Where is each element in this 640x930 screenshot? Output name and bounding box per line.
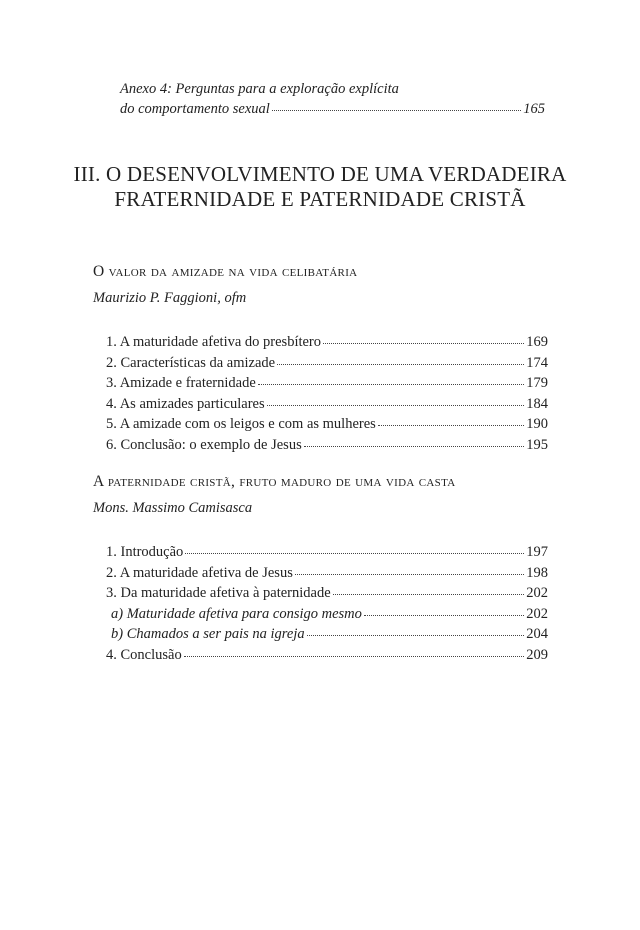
section-title: O valor da amizade na vida celibatária [93,263,358,280]
toc-entry-label: 1. Introdução [106,544,184,561]
toc-section-paternity [93,472,548,665]
annex-entry[interactable] [120,79,545,119]
section-entries [93,332,548,455]
dot-leader [323,330,524,344]
toc-entry-label: 3. Amizade e fraternidade [106,375,256,392]
toc-entry[interactable] [106,645,548,666]
toc-section-friendship [93,262,548,455]
toc-subentry[interactable] [106,604,548,625]
toc-entry-page: 198 [526,564,548,581]
dot-leader [184,643,525,657]
dot-leader [272,97,521,111]
annex-title-line2: do comportamento sexual [120,101,270,118]
toc-entry-label: 5. A amizade com os leigos e com as mulheres [106,416,376,433]
part-heading-line1: III. O DESENVOLVIMENTO DE UMA VERDADEIRA [73,162,567,186]
toc-entry[interactable] [106,353,548,374]
dot-leader [304,433,525,447]
toc-entry[interactable] [106,583,548,604]
toc-entry-label: 6. Conclusão: o exemplo de Jesus [106,436,302,453]
toc-entry-page: 209 [526,646,548,663]
section-entries [93,542,548,665]
toc-entry-page: 204 [526,626,548,643]
toc-entry[interactable] [106,414,548,435]
section-title: A paternidade cristã, fruto maduro de uma vida casta [93,473,456,490]
section-author: Mons. Massimo Camisasca [93,500,253,516]
toc-entry-page: 169 [526,334,548,351]
dot-leader [267,392,525,406]
dot-leader [378,412,524,426]
toc-entry-page: 184 [526,395,548,412]
toc-entry[interactable] [106,435,548,456]
dot-leader [277,351,524,365]
toc-entry[interactable] [106,394,548,415]
toc-entry-page: 174 [526,354,548,371]
toc-entry[interactable] [106,563,548,584]
toc-entry-label: 4. Conclusão [106,646,182,663]
annex-title-line1: Anexo 4: Perguntas para a exploração explícita [120,81,399,97]
toc-entry-page: 197 [526,544,548,561]
part-heading-line2: FRATERNIDADE E PATERNIDADE CRISTÃ [114,187,526,211]
toc-entry-label: 4. As amizades particulares [106,395,265,412]
toc-entry-page: 190 [526,416,548,433]
dot-leader [307,622,525,636]
dot-leader [258,371,524,385]
toc-entry-page: 202 [526,585,548,602]
dot-leader [333,581,525,595]
toc-entry[interactable] [106,332,548,353]
section-author: Maurizio P. Faggioni, ofm [93,290,247,306]
toc-entry-page: 179 [526,375,548,392]
dot-leader [295,561,524,575]
toc-entry-label: 1. A maturidade afetiva do presbítero [106,334,322,351]
toc-entry-label: 2. A maturidade afetiva de Jesus [106,564,293,581]
toc-entry-label: 3. Da maturidade afetiva à paternidade [106,585,331,602]
toc-entry-page: 195 [526,436,548,453]
annex-page-number: 165 [523,101,545,118]
toc-entry-label: b) Chamados a ser pais na igreja [111,626,305,643]
annex-title-line2-row [120,99,545,119]
toc-entry-label: a) Maturidade afetiva para consigo mesmo [111,605,362,622]
dot-leader [364,602,524,616]
toc-subentry[interactable] [106,624,548,645]
dot-leader [185,540,524,554]
toc-entry-label: 2. Características da amizade [106,354,276,371]
part-heading [60,162,580,212]
toc-entry[interactable] [106,542,548,563]
toc-entry-page: 202 [526,605,548,622]
toc-entry[interactable] [106,373,548,394]
